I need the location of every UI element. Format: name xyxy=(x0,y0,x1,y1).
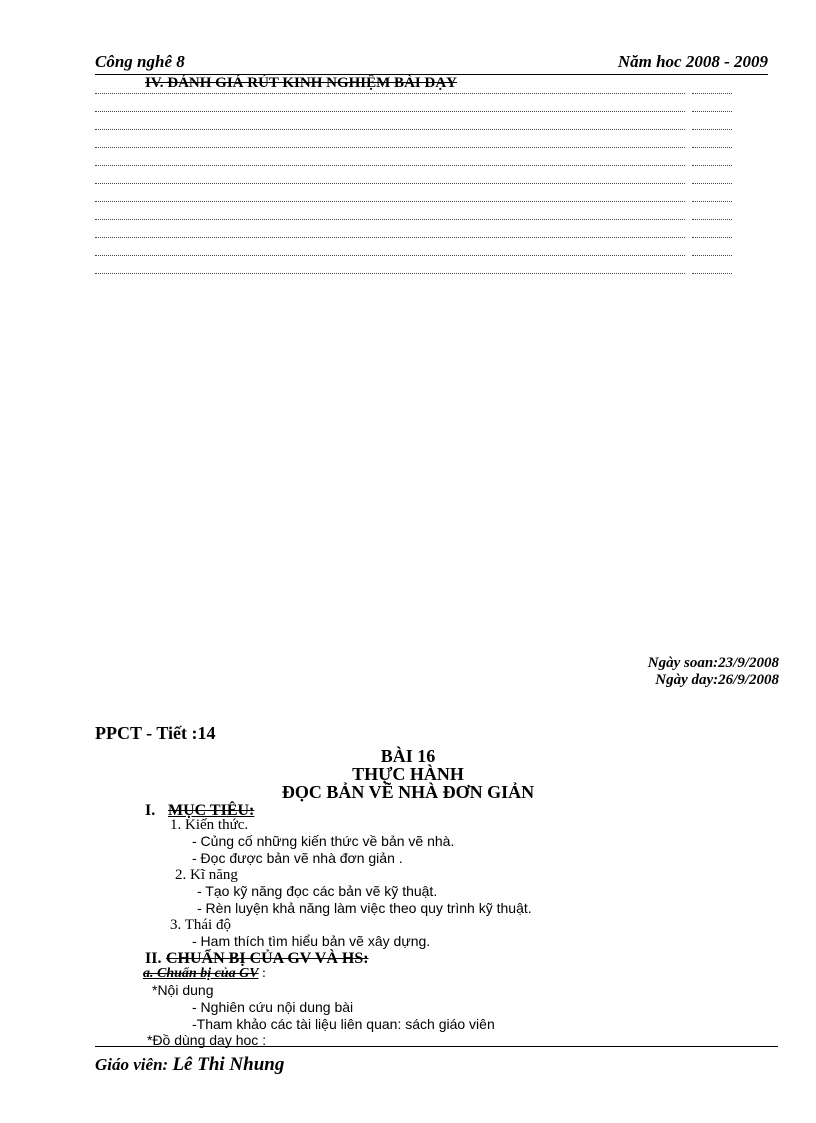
knowledge-heading: 1. Kiến thức. xyxy=(170,817,249,833)
knowledge-item-1: - Củng cố những kiến thức về bản vẽ nhà. xyxy=(192,833,455,849)
dotted-line-short xyxy=(692,255,732,256)
header-subject: Công nghê 8 xyxy=(95,52,185,71)
dotted-line xyxy=(95,255,685,256)
dotted-line xyxy=(95,183,685,184)
skills-item-1: - Tạo kỹ năng đọc các bản vẽ kỹ thuật. xyxy=(197,883,438,899)
lesson-title: ĐỌC BẢN VẼ NHÀ ĐƠN GIẢN xyxy=(281,782,535,802)
skills-heading: 2. Kĩ năng xyxy=(175,867,238,883)
teacher-prep-colon: : xyxy=(258,966,266,981)
dotted-line xyxy=(95,147,685,148)
dotted-line xyxy=(95,273,685,274)
dotted-line xyxy=(95,129,685,130)
date-taught: Ngày day:26/9/2008 xyxy=(655,672,779,688)
knowledge-item-2: - Đọc được bản vẽ nhà đơn giản . xyxy=(192,850,403,866)
footer-rule xyxy=(95,1046,778,1047)
dotted-line-short xyxy=(692,147,732,148)
teacher-prep-row xyxy=(143,966,266,982)
ppct-label: PPCT - Tiết :14 xyxy=(95,723,216,743)
preparation-heading: CHUẨN BỊ CỦA GV VÀ HS: xyxy=(166,950,369,967)
footer-teacher-name: Lê Thi Nhung xyxy=(172,1054,285,1075)
dotted-line-short xyxy=(692,183,732,184)
dotted-line-short xyxy=(692,273,732,274)
skills-item-2: - Rèn luyện khả năng làm việc theo quy trình kỹ thuật. xyxy=(197,900,532,916)
objectives-heading: MỤC TIÊU: xyxy=(168,802,255,819)
dotted-line-short xyxy=(692,111,732,112)
dotted-line-short xyxy=(692,165,732,166)
footer-teacher xyxy=(95,1054,284,1076)
attitude-item-1: - Ham thích tìm hiểu bản vẽ xây dựng. xyxy=(192,933,431,949)
dotted-line xyxy=(95,201,685,202)
date-prepared: Ngày soan:23/9/2008 xyxy=(647,655,779,671)
materials-label: *Đồ dùng dạy học : xyxy=(147,1032,267,1048)
dotted-line-short xyxy=(692,219,732,220)
lesson-number: BÀI 16 xyxy=(380,746,436,766)
dotted-line xyxy=(95,237,685,238)
content-item-2: -Tham khảo các tài liệu liên quan: sách giáo viên xyxy=(192,1016,495,1032)
dotted-line-short xyxy=(692,129,732,130)
lesson-type: THỰC HÀNH xyxy=(352,764,464,784)
footer-teacher-label: Giáo viên: xyxy=(95,1055,169,1074)
dotted-line-short xyxy=(692,93,732,94)
dotted-line xyxy=(95,111,685,112)
dotted-line-short xyxy=(692,237,732,238)
content-item-1: - Nghiên cứu nội dung bài xyxy=(192,999,354,1015)
dotted-line xyxy=(95,165,685,166)
preparation-number: II. xyxy=(145,950,162,967)
content-label: *Nội dung xyxy=(152,982,214,998)
evaluation-heading: IV. ĐÁNH GIÁ RÚT KINH NGHIỆM BÀI DẠY xyxy=(145,75,457,91)
dotted-line xyxy=(95,219,685,220)
dotted-line-short xyxy=(692,201,732,202)
teacher-prep-label: a. Chuẩn bị của GV xyxy=(143,966,259,981)
dotted-line xyxy=(95,93,685,94)
header-school-year: Năm hoc 2008 - 2009 xyxy=(617,52,768,71)
objectives-number: I. xyxy=(145,802,156,819)
attitude-heading: 3. Thái độ xyxy=(170,917,231,933)
